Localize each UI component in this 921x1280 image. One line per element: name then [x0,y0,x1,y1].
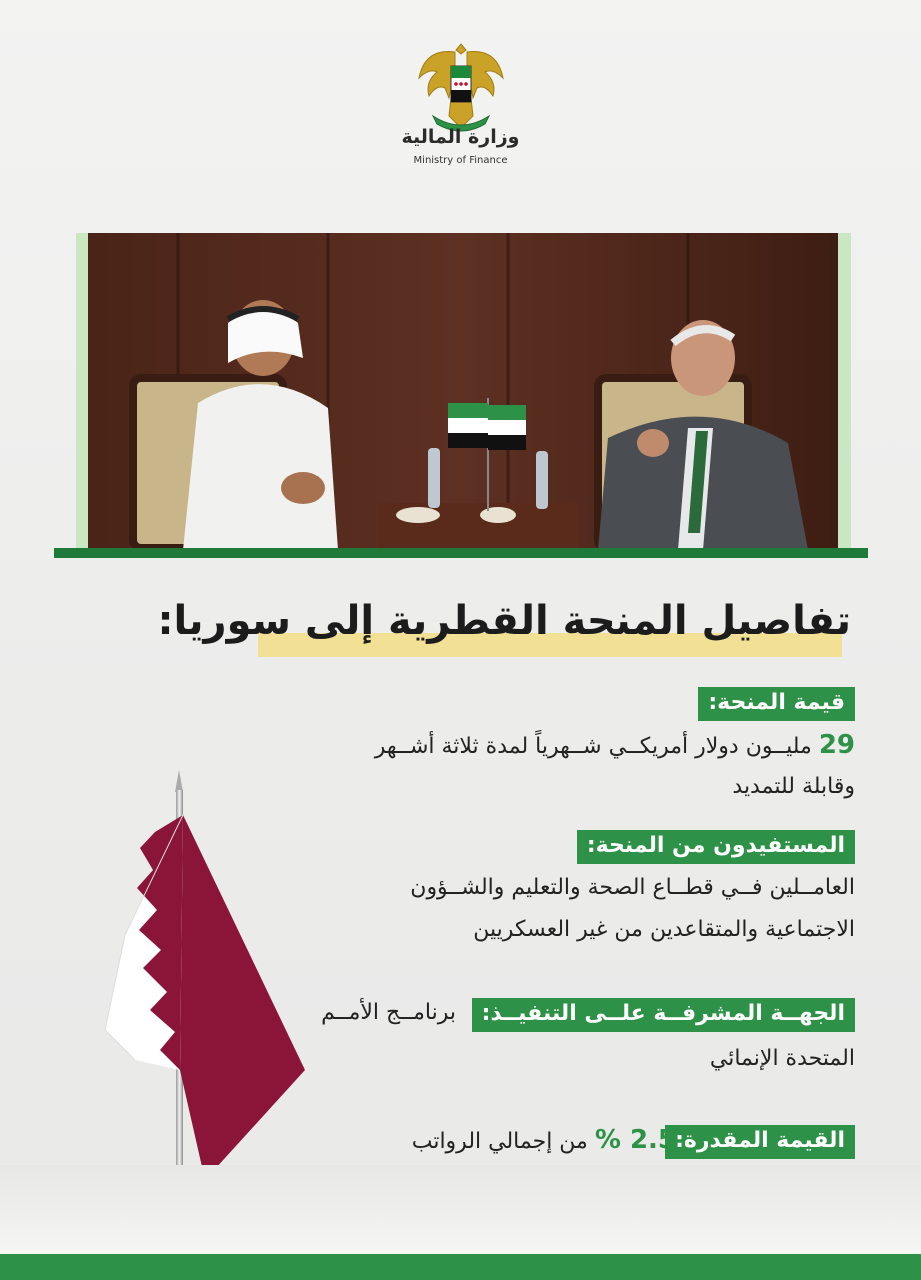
estimated-value-line [412,1125,676,1157]
grant-value-text: مليــون دولار أمريكــي شــهرياً لمدة ثلاثة أشــهر [374,734,812,759]
grant-value-label: قيمة المنحة: [698,687,855,721]
supervisor-line1: برنامــج الأمــم [321,1000,456,1025]
grant-value-line1 [375,730,855,762]
floor-surface [0,1165,921,1255]
photo-underline-bar [54,548,868,558]
beneficiaries-line1: العامــلين فــي قطــاع الصحة والتعليم والشــؤون [410,875,855,900]
beneficiaries-label: المستفيدون من المنحة: [577,830,855,864]
supervisor-line2: المتحدة الإنمائي [709,1046,855,1071]
ministry-name-english: Ministry of Finance [413,155,508,166]
estimated-value-text: من إجمالي الرواتب [411,1129,588,1154]
meeting-photo [88,233,838,550]
estimated-value-number: 2.5 % [594,1125,676,1155]
grant-value-line2: وقابلة للتمديد [732,774,855,799]
page-title: تفاصيل المنحة القطرية إلى سوريا: [157,598,851,644]
ministry-name-arabic: وزارة المالية [401,126,520,148]
estimated-value-label: القيمة المقدرة: [665,1125,855,1159]
supervisor-label: الجهــة المشرفــة علــى التنفيــذ: [472,998,855,1032]
bottom-bar [0,1254,921,1280]
emblem-logo [415,38,507,136]
beneficiaries-line2: الاجتماعية والمتقاعدين من غير العسكريين [473,917,855,942]
grant-value-number: 29 [818,730,855,760]
